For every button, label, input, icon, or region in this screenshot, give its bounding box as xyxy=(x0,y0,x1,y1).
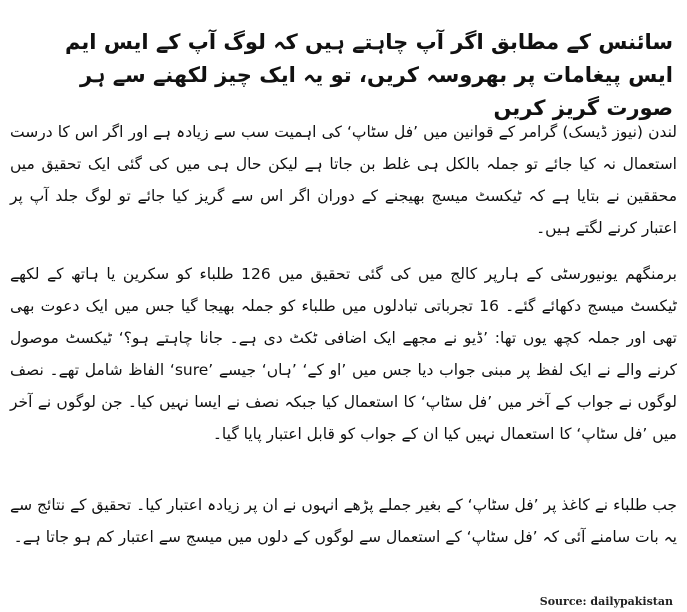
article-paragraph-3: جب طلباء نے کاغذ پر ’فل سٹاپ‘ کے بغیر جملے پڑھے انہوں نے ان پر زیادہ اعتبار کیا۔ تحقیق کے نتائج سے یہ بات سامنے آئی کہ ’فل سٹاپ‘ کے استعمال سے لوگوں کے دلوں میں میسج سے اعتبار کم ہو جاتا ہے۔ xyxy=(10,496,677,546)
source-credit: Source: dailypakistan xyxy=(539,595,673,608)
article-paragraph-1: لندن (نیوز ڈیسک) گرامر کے قوانین میں ’فل سٹاپ‘ کی اہمیت سب سے زیادہ ہے اور اگر اس کا درست استعمال نہ کیا جائے تو جملہ بالکل ہی غلط بن جاتا ہے لیکن حال ہی میں کی گئی ایک تحقیق میں محققین نے بتایا ہے کہ ٹیکسٹ میسج بھیجنے کے دوران اگر اس سے گریز کیا جائے تو لوگ جلد آپ پر اعتبار کرنے لگتے ہیں۔ xyxy=(10,123,677,237)
article-headline: سائنس کے مطابق اگر آپ چاہتے ہیں کہ لوگ آپ کے ایس ایم ایس پیغامات پر بھروسہ کریں، تو یہ ایک چیز لکھنے سے ہر صورت گریز کریں xyxy=(64,30,673,120)
article-paragraph-2: برمنگھم یونیورسٹی کے ہارپر کالج میں کی گئی تحقیق میں 126 طلباء کو سکرین یا ہاتھ کے لکھے ٹیکسٹ میسج دکھائے گئے۔ 16 تجرباتی تبادلوں میں طلباء کو جملہ بھیجا گیا جس میں ایک دعوت بھی تھی اور جملہ کچھ یوں تھا: ’ڈیو نے مجھے ایک اضافی ٹکٹ دی ہے۔ جانا چاہتے ہو؟‘ ٹیکسٹ موصول کرنے والے نے ایک لفظ پر مبنی جواب دیا جس میں ’او کے‘ ’ہاں‘ جیسے ’sure‘ الفاظ شامل تھے۔ نصف لوگوں نے جواب کے آخر میں ’فل سٹاپ‘ کا استعمال کیا جبکہ نصف نے ایسا نہیں کیا۔ جن لوگوں نے آخر میں ’فل سٹاپ‘ کا استعمال نہیں کیا ان کے جواب کو قابل اعتبار پایا گیا۔ xyxy=(10,265,677,443)
